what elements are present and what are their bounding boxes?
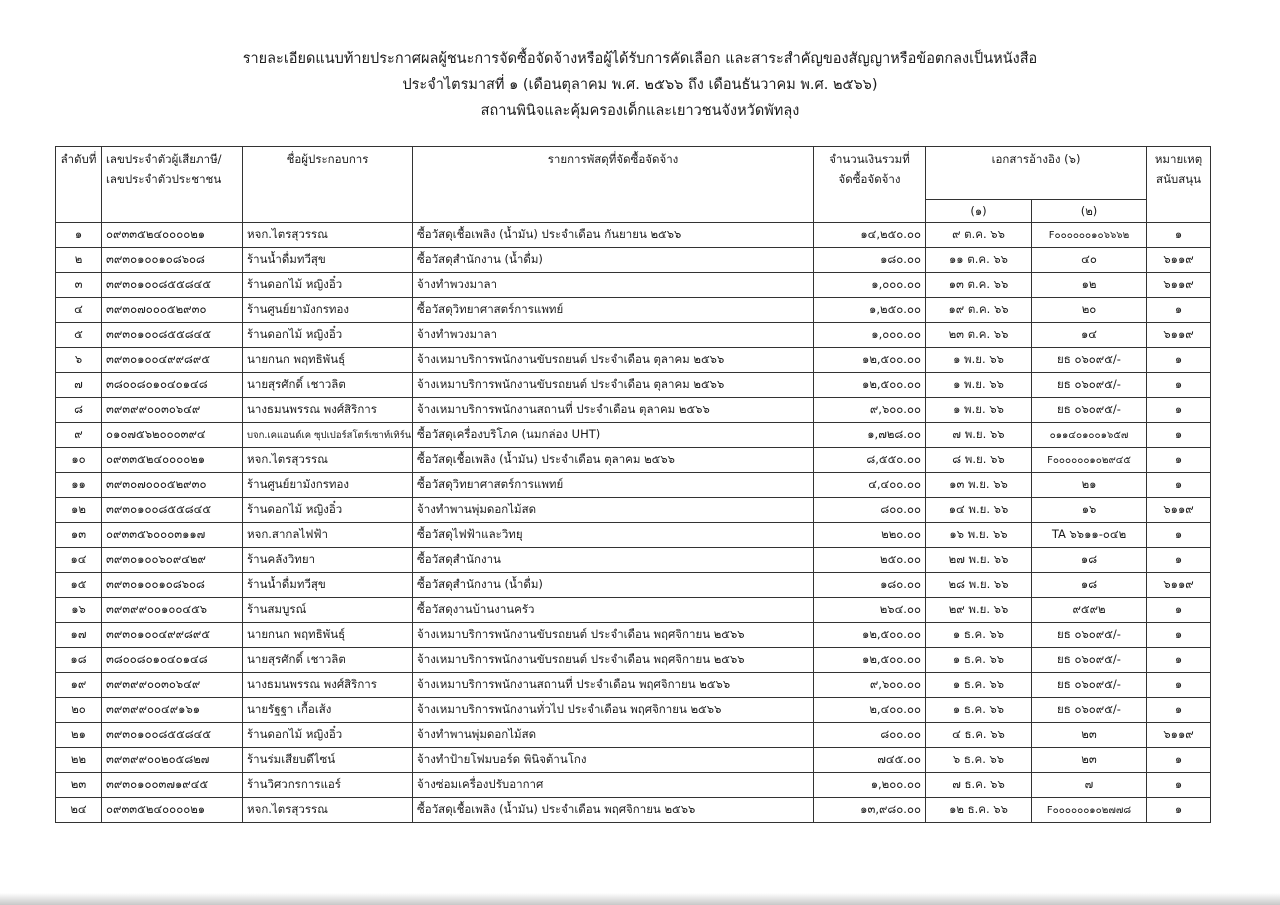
row-note: ๑ <box>1147 223 1211 248</box>
row-vendor: ร้านดอกไม้ หญิงอิ๋ว <box>243 323 413 348</box>
row-date: ๒๓ ต.ค. ๖๖ <box>926 323 1032 348</box>
table-row <box>56 548 1211 573</box>
title-line-1: รายละเอียดแนบท้ายประกาศผลผู้ชนะการจัดซื้อจัดจ้างหรือผู้ได้รับการคัดเลือก และสาระสำคัญของสัญญาหรือข้อตกลงเป็นหนังสือ <box>242 51 1038 67</box>
row-amount: ๙,๖๐๐.๐๐ <box>814 673 926 698</box>
row-item: จ้างเหมาบริการพนักงานทั่วไป ประจำเดือน พฤศจิกายน ๒๕๖๖ <box>413 698 814 723</box>
row-item: จ้างเหมาบริการพนักงานขับรถยนต์ ประจำเดือน พฤศจิกายน ๒๕๖๖ <box>413 623 814 648</box>
row-note: ๑ <box>1147 423 1211 448</box>
colnum-1: (๑) <box>926 200 1032 223</box>
row-taxid: ๐๙๓๓๕๒๔๐๐๐๐๒๑ <box>102 798 243 823</box>
header-ref <box>926 147 1147 200</box>
row-vendor: หจก.ไตรสุวรรณ <box>243 448 413 473</box>
row-date: ๑๒ ธ.ค. ๖๖ <box>926 798 1032 823</box>
title-line-2: ประจำไตรมาสที่ ๑ (เดือนตุลาคม พ.ศ. ๒๕๖๖ ถึง เดือนธันวาคม พ.ศ. ๒๕๖๖) <box>402 77 878 93</box>
row-refno: ๐๑๑๔๐๑๐๐๑๖๕๗ <box>1032 423 1147 448</box>
row-note: ๖๑๑๙ <box>1147 723 1211 748</box>
row-taxid: ๓๙๓๐๑๐๐๑๐๘๖๐๘ <box>102 248 243 273</box>
row-amount: ๒,๔๐๐.๐๐ <box>814 698 926 723</box>
table-row <box>56 723 1211 748</box>
row-seq: ๑๔ <box>56 548 102 573</box>
row-amount: ๑๒,๕๐๐.๐๐ <box>814 623 926 648</box>
row-seq: ๔ <box>56 298 102 323</box>
row-item: ซื้อวัสดุเครื่องบริโภค (นมกล่อง UHT) <box>413 423 814 448</box>
row-taxid: ๓๙๓๐๑๐๐๘๕๕๘๔๕ <box>102 323 243 348</box>
row-refno: ๒๑ <box>1032 473 1147 498</box>
row-vendor: หจก.ไตรสุวรรณ <box>243 798 413 823</box>
row-refno: ยธ ๐๖๐๙๕/- <box>1032 648 1147 673</box>
row-amount: ๑๓,๙๘๐.๐๐ <box>814 798 926 823</box>
title-line-3: สถานพินิจและคุ้มครองเด็กและเยาวชนจังหวัดพัทลุง <box>480 103 800 119</box>
row-seq: ๑๘ <box>56 648 102 673</box>
row-refno: ๑๘ <box>1032 573 1147 598</box>
row-refno: ยธ ๐๖๐๙๕/- <box>1032 373 1147 398</box>
row-seq: ๑๖ <box>56 598 102 623</box>
header-taxid <box>102 147 243 223</box>
table-row <box>56 573 1211 598</box>
row-note: ๑ <box>1147 798 1211 823</box>
row-taxid: ๓๙๓๐๑๐๐๘๕๕๘๔๕ <box>102 498 243 523</box>
row-date: ๘ พ.ย. ๖๖ <box>926 448 1032 473</box>
row-item: ซื้อวัสดุวิทยาศาสตร์การแพทย์ <box>413 473 814 498</box>
row-note: ๑ <box>1147 698 1211 723</box>
row-refno: ๗ <box>1032 773 1147 798</box>
row-seq: ๒ <box>56 248 102 273</box>
row-note: ๑ <box>1147 298 1211 323</box>
row-date: ๒๗ พ.ย. ๖๖ <box>926 548 1032 573</box>
row-vendor: บจก.เคแอนด์เค ซุปเปอร์สโตร์เซาท์เทิร์น <box>243 423 413 448</box>
row-taxid: ๓๙๓๐๑๐๐๘๕๕๘๔๕ <box>102 723 243 748</box>
row-taxid: ๐๙๓๓๕๖๐๐๐๓๑๑๗ <box>102 523 243 548</box>
row-item: ซื้อวัสดุงานบ้านงานครัว <box>413 598 814 623</box>
row-date: ๙ ต.ค. ๖๖ <box>926 223 1032 248</box>
row-vendor: ร้านดอกไม้ หญิงอิ๋ว <box>243 273 413 298</box>
table-row <box>56 773 1211 798</box>
header-row <box>56 147 1211 200</box>
row-refno: ๑๒ <box>1032 273 1147 298</box>
row-seq: ๒๔ <box>56 798 102 823</box>
row-refno: ๑๔ <box>1032 323 1147 348</box>
row-taxid: ๓๙๓๙๙๐๐๑๐๐๔๕๖ <box>102 598 243 623</box>
row-refno: ๒๐ <box>1032 298 1147 323</box>
row-note: ๑ <box>1147 673 1211 698</box>
document-title-block <box>0 46 1280 124</box>
row-date: ๔ ธ.ค. ๖๖ <box>926 723 1032 748</box>
row-seq: ๓ <box>56 273 102 298</box>
row-seq: ๑๑ <box>56 473 102 498</box>
row-refno: ยธ ๐๖๐๙๕/- <box>1032 348 1147 373</box>
row-item: จ้างทำพวงมาลา <box>413 273 814 298</box>
row-item: ซื้อวัสดุวิทยาศาสตร์การแพทย์ <box>413 298 814 323</box>
row-taxid: ๓๙๓๙๙๐๐๔๙๑๖๑ <box>102 698 243 723</box>
row-refno: TA ๖๖๑๑-๐๔๒ <box>1032 523 1147 548</box>
row-seq: ๑๐ <box>56 448 102 473</box>
table-row <box>56 248 1211 273</box>
row-refno: ๑๘ <box>1032 548 1147 573</box>
row-item: จ้างทำป้ายโฟมบอร์ด พินิจต้านโกง <box>413 748 814 773</box>
table-row <box>56 448 1211 473</box>
row-item: ซื้อวัสดุเชื้อเพลิง (น้ำมัน) ประจำเดือน กันยายน ๒๕๖๖ <box>413 223 814 248</box>
row-item: จ้างทำพานพุ่มดอกไม้สด <box>413 498 814 523</box>
header-note <box>1147 147 1211 223</box>
row-note: ๑ <box>1147 773 1211 798</box>
row-note: ๖๑๑๙ <box>1147 323 1211 348</box>
row-item: จ้างทำพานพุ่มดอกไม้สด <box>413 723 814 748</box>
row-date: ๑๔ พ.ย. ๖๖ <box>926 498 1032 523</box>
row-taxid: ๓๙๓๐๑๐๐๖๐๙๔๒๙ <box>102 548 243 573</box>
row-vendor: หจก.สากลไฟฟ้า <box>243 523 413 548</box>
header-note-line1: หมายเหตุ <box>1154 152 1203 166</box>
row-amount: ๑๘๐.๐๐ <box>814 248 926 273</box>
row-refno: F๐๐๐๐๐๐๑๐๖๖๖๒ <box>1032 223 1147 248</box>
table-row <box>56 323 1211 348</box>
row-date: ๖ ธ.ค. ๖๖ <box>926 748 1032 773</box>
table-row <box>56 223 1211 248</box>
row-item: ซื้อวัสดุเชื้อเพลิง (น้ำมัน) ประจำเดือน ตุลาคม ๒๕๖๖ <box>413 448 814 473</box>
header-ref-label: เอกสารอ้างอิง (๖) <box>991 152 1081 166</box>
row-note: ๖๑๑๙ <box>1147 573 1211 598</box>
header-items-label: รายการพัสดุที่จัดซื้อจัดจ้าง <box>547 152 679 166</box>
row-amount: ๑,๐๐๐.๐๐ <box>814 273 926 298</box>
row-item: จ้างเหมาบริการพนักงานขับรถยนต์ ประจำเดือน ตุลาคม ๒๕๖๖ <box>413 373 814 398</box>
procurement-table <box>55 146 1211 823</box>
row-note: ๑ <box>1147 623 1211 648</box>
row-taxid: ๐๙๓๓๕๒๔๐๐๐๐๒๑ <box>102 448 243 473</box>
row-refno: F๐๐๐๐๐๐๑๐๒๗๗๘ <box>1032 798 1147 823</box>
row-note: ๖๑๑๙ <box>1147 248 1211 273</box>
row-amount: ๑๒,๕๐๐.๐๐ <box>814 348 926 373</box>
table-row <box>56 523 1211 548</box>
row-date: ๗ พ.ย. ๖๖ <box>926 423 1032 448</box>
table-row <box>56 648 1211 673</box>
row-seq: ๒๑ <box>56 723 102 748</box>
row-item: จ้างซ่อมเครื่องปรับอากาศ <box>413 773 814 798</box>
row-refno: ๒๓ <box>1032 723 1147 748</box>
row-taxid: ๓๙๓๐๗๐๐๐๕๒๙๓๐ <box>102 298 243 323</box>
row-vendor: นางธมนพรรณ พงศ์สิริการ <box>243 673 413 698</box>
row-date: ๑ พ.ย. ๖๖ <box>926 398 1032 423</box>
row-note: ๑ <box>1147 448 1211 473</box>
row-note: ๑ <box>1147 398 1211 423</box>
row-taxid: ๓๙๓๐๑๐๐๔๙๙๘๙๕ <box>102 348 243 373</box>
row-item: จ้างเหมาบริการพนักงานสถานที่ ประจำเดือน ตุลาคม ๒๕๖๖ <box>413 398 814 423</box>
row-seq: ๕ <box>56 323 102 348</box>
row-amount: ๑,๗๒๘.๐๐ <box>814 423 926 448</box>
row-seq: ๑๒ <box>56 498 102 523</box>
header-items <box>413 147 814 223</box>
row-amount: ๑๔,๒๕๐.๐๐ <box>814 223 926 248</box>
table-row <box>56 473 1211 498</box>
row-vendor: นายกนก พฤทธิพันธุ์ <box>243 348 413 373</box>
header-amount <box>814 147 926 223</box>
row-taxid: ๓๙๓๐๗๐๐๐๕๒๙๓๐ <box>102 473 243 498</box>
row-note: ๖๑๑๙ <box>1147 498 1211 523</box>
row-seq: ๑๗ <box>56 623 102 648</box>
row-taxid: ๓๘๐๐๘๐๑๐๔๐๑๔๘ <box>102 648 243 673</box>
row-item: จ้างเหมาบริการพนักงานขับรถยนต์ ประจำเดือน ตุลาคม ๒๕๖๖ <box>413 348 814 373</box>
table-row <box>56 423 1211 448</box>
table-row <box>56 348 1211 373</box>
table-row <box>56 598 1211 623</box>
table-row <box>56 398 1211 423</box>
row-vendor: ร้านน้ำดื่มทวีสุข <box>243 248 413 273</box>
row-seq: ๙ <box>56 423 102 448</box>
header-amount-line1: จำนวนเงินรวมที่ <box>829 152 910 166</box>
row-amount: ๘๐๐.๐๐ <box>814 723 926 748</box>
table-row <box>56 498 1211 523</box>
row-taxid: ๓๙๓๙๙๐๐๓๐๖๔๙ <box>102 673 243 698</box>
header-vendor-label: ชื่อผู้ประกอบการ <box>286 152 369 166</box>
row-refno: ยธ ๐๖๐๙๕/- <box>1032 698 1147 723</box>
row-vendor: นางธมนพรรณ พงศ์สิริการ <box>243 398 413 423</box>
row-note: ๑ <box>1147 473 1211 498</box>
header-taxid-line1: เลขประจำตัวผู้เสียภาษี/ <box>106 152 222 166</box>
row-date: ๗ ธ.ค. ๖๖ <box>926 773 1032 798</box>
row-refno: ยธ ๐๖๐๙๕/- <box>1032 623 1147 648</box>
row-taxid: ๓๙๓๐๑๐๐๑๐๘๖๐๘ <box>102 573 243 598</box>
row-seq: ๒๓ <box>56 773 102 798</box>
row-date: ๑๓ ต.ค. ๖๖ <box>926 273 1032 298</box>
row-amount: ๒๕๐.๐๐ <box>814 548 926 573</box>
row-seq: ๑ <box>56 223 102 248</box>
row-vendor: ร้านศูนย์ยามังกรทอง <box>243 298 413 323</box>
row-amount: ๒๒๐.๐๐ <box>814 523 926 548</box>
row-date: ๑ ธ.ค. ๖๖ <box>926 623 1032 648</box>
row-refno: ๔๐ <box>1032 248 1147 273</box>
row-seq: ๘ <box>56 398 102 423</box>
row-seq: ๑๕ <box>56 573 102 598</box>
row-item: ซื้อวัสดุเชื้อเพลิง (น้ำมัน) ประจำเดือน พฤศจิกายน ๒๕๖๖ <box>413 798 814 823</box>
row-amount: ๑,๒๕๐.๐๐ <box>814 298 926 323</box>
row-refno: ยธ ๐๖๐๙๕/- <box>1032 673 1147 698</box>
row-vendor: นายสุรศักดิ์ เชาวลิต <box>243 648 413 673</box>
row-amount: ๔,๔๐๐.๐๐ <box>814 473 926 498</box>
row-date: ๑๓ พ.ย. ๖๖ <box>926 473 1032 498</box>
row-taxid: ๐๑๐๗๕๖๒๐๐๐๓๙๔ <box>102 423 243 448</box>
row-refno: ยธ ๐๖๐๙๕/- <box>1032 398 1147 423</box>
row-note: ๑ <box>1147 523 1211 548</box>
row-note: ๑ <box>1147 648 1211 673</box>
row-seq: ๑๙ <box>56 673 102 698</box>
row-amount: ๘,๕๕๐.๐๐ <box>814 448 926 473</box>
row-seq: ๗ <box>56 373 102 398</box>
table-row <box>56 298 1211 323</box>
header-vendor <box>243 147 413 223</box>
row-date: ๑ พ.ย. ๖๖ <box>926 373 1032 398</box>
row-amount: ๘๐๐.๐๐ <box>814 498 926 523</box>
row-amount: ๙,๖๐๐.๐๐ <box>814 398 926 423</box>
row-note: ๑ <box>1147 373 1211 398</box>
row-date: ๑๖ พ.ย. ๖๖ <box>926 523 1032 548</box>
row-amount: ๑,๐๐๐.๐๐ <box>814 323 926 348</box>
table-row <box>56 798 1211 823</box>
row-vendor: ร้านดอกไม้ หญิงอิ๋ว <box>243 723 413 748</box>
row-vendor: ร้านร่มเสียบดีไซน์ <box>243 748 413 773</box>
row-seq: ๖ <box>56 348 102 373</box>
row-taxid: ๐๙๓๓๕๒๔๐๐๐๐๒๑ <box>102 223 243 248</box>
row-vendor: ร้านสมบูรณ์ <box>243 598 413 623</box>
row-vendor: ร้านน้ำดื่มทวีสุข <box>243 573 413 598</box>
row-seq: ๑๓ <box>56 523 102 548</box>
row-note: ๖๑๑๙ <box>1147 273 1211 298</box>
row-date: ๑ ธ.ค. ๖๖ <box>926 698 1032 723</box>
row-date: ๑ ธ.ค. ๖๖ <box>926 673 1032 698</box>
row-vendor: ร้านศูนย์ยามังกรทอง <box>243 473 413 498</box>
row-refno: F๐๐๐๐๐๐๑๐๒๙๔๕ <box>1032 448 1147 473</box>
row-date: ๑ ธ.ค. ๖๖ <box>926 648 1032 673</box>
row-vendor: นายกนก พฤทธิพันธุ์ <box>243 623 413 648</box>
row-item: ซื้อวัสดุไฟฟ้าและวิทยุ <box>413 523 814 548</box>
header-seq-label: ลำดับที่ <box>60 152 97 166</box>
row-note: ๑ <box>1147 598 1211 623</box>
row-date: ๑ พ.ย. ๖๖ <box>926 348 1032 373</box>
row-date: ๑๙ ต.ค. ๖๖ <box>926 298 1032 323</box>
row-note: ๑ <box>1147 548 1211 573</box>
row-vendor: ร้านคลังวิทยา <box>243 548 413 573</box>
row-date: ๑๑ ต.ค. ๖๖ <box>926 248 1032 273</box>
row-vendor: นายสุรศักดิ์ เชาวลิต <box>243 373 413 398</box>
row-date: ๒๙ พ.ย. ๖๖ <box>926 598 1032 623</box>
header-seq <box>56 147 102 223</box>
row-taxid: ๓๘๐๐๘๐๑๐๔๐๑๔๘ <box>102 373 243 398</box>
row-date: ๒๘ พ.ย. ๖๖ <box>926 573 1032 598</box>
row-amount: ๑๒,๕๐๐.๐๐ <box>814 648 926 673</box>
row-taxid: ๓๙๓๐๑๐๐๘๕๕๘๔๕ <box>102 273 243 298</box>
row-item: ซื้อวัสดุสำนักงาน (น้ำดื่ม) <box>413 573 814 598</box>
table-row <box>56 673 1211 698</box>
table-row <box>56 273 1211 298</box>
row-vendor: นายรัฐฐา เกื้อเส้ง <box>243 698 413 723</box>
row-item: ซื้อวัสดุสำนักงาน <box>413 548 814 573</box>
scan-edge <box>0 893 1280 905</box>
colnum-2: (๒) <box>1032 200 1147 223</box>
row-item: จ้างทำพวงมาลา <box>413 323 814 348</box>
row-amount: ๒๖๔.๐๐ <box>814 598 926 623</box>
row-seq: ๒๒ <box>56 748 102 773</box>
row-taxid: ๓๙๓๙๙๐๐๒๐๕๘๒๗ <box>102 748 243 773</box>
row-item: ซื้อวัสดุสำนักงาน (น้ำดื่ม) <box>413 248 814 273</box>
row-taxid: ๓๙๓๙๙๐๐๓๐๖๔๙ <box>102 398 243 423</box>
row-note: ๑ <box>1147 748 1211 773</box>
row-item: จ้างเหมาบริการพนักงานสถานที่ ประจำเดือน พฤศจิกายน ๒๕๖๖ <box>413 673 814 698</box>
row-taxid: ๓๙๓๐๑๐๐๔๙๙๘๙๕ <box>102 623 243 648</box>
row-refno: ๑๖ <box>1032 498 1147 523</box>
row-note: ๑ <box>1147 348 1211 373</box>
row-refno: ๙๕๙๒ <box>1032 598 1147 623</box>
row-vendor: ร้านดอกไม้ หญิงอิ๋ว <box>243 498 413 523</box>
table-row <box>56 623 1211 648</box>
row-taxid: ๓๙๓๐๑๐๐๓๗๑๙๔๕ <box>102 773 243 798</box>
table-body <box>56 223 1211 823</box>
table-row <box>56 373 1211 398</box>
row-vendor: ร้านวิศวกรการแอร์ <box>243 773 413 798</box>
header-amount-line2: จัดซื้อจัดจ้าง <box>838 172 901 186</box>
header-taxid-line2: เลขประจำตัวประชาชน <box>106 172 222 186</box>
row-amount: ๗๔๕.๐๐ <box>814 748 926 773</box>
row-seq: ๒๐ <box>56 698 102 723</box>
table-row <box>56 748 1211 773</box>
row-vendor: หจก.ไตรสุวรรณ <box>243 223 413 248</box>
header-note-line2: สนับสนุน <box>1156 172 1201 186</box>
row-amount: ๑๒,๕๐๐.๐๐ <box>814 373 926 398</box>
table-row <box>56 698 1211 723</box>
row-item: จ้างเหมาบริการพนักงานขับรถยนต์ ประจำเดือน พฤศจิกายน ๒๕๖๖ <box>413 648 814 673</box>
row-refno: ๒๓ <box>1032 748 1147 773</box>
row-amount: ๑๘๐.๐๐ <box>814 573 926 598</box>
row-amount: ๑,๒๐๐.๐๐ <box>814 773 926 798</box>
